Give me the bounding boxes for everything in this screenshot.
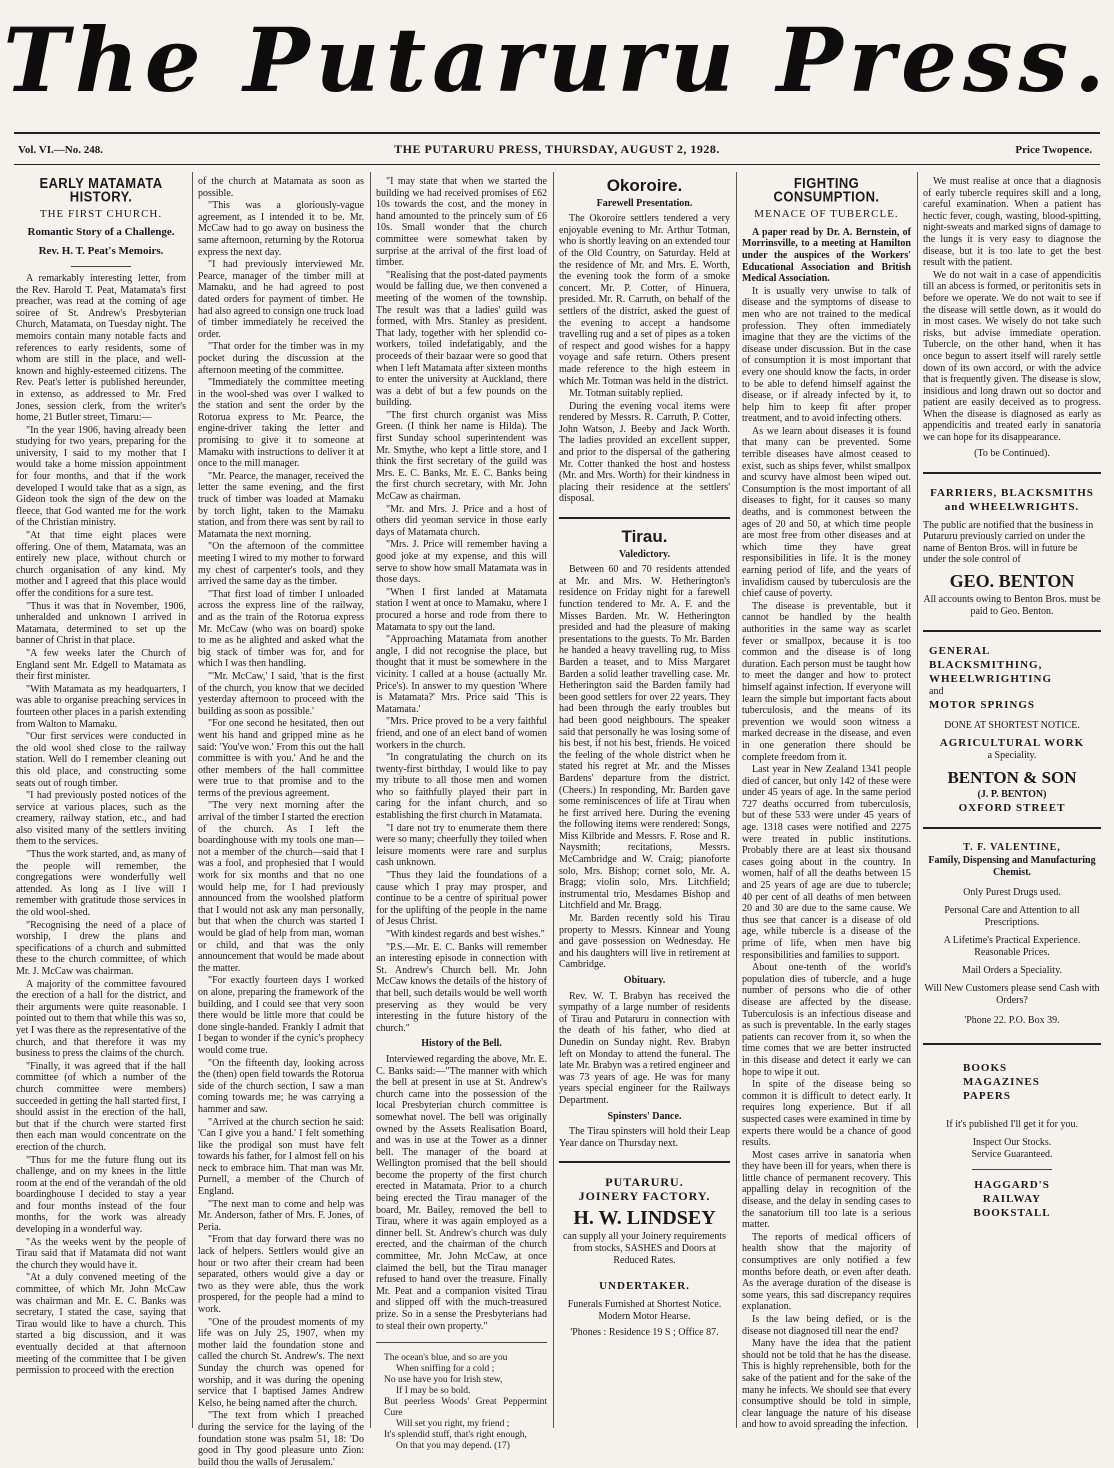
- poem-line: No use have you for Irish stew,: [384, 1375, 503, 1386]
- paragraph: "Our first services were conducted in the old wool shed close to the railway station. Well do I remember cleaning out this old place, and constructing some seats out of rough timber.: [16, 731, 186, 789]
- paragraph: "Mr. and Mrs. J. Price and a host of others did yeoman service in those early days of Matamata church.: [376, 503, 547, 538]
- ad-drugs: Only Purest Drugs used.: [963, 887, 1061, 899]
- ad-service: Service Guaranteed.: [971, 1149, 1053, 1161]
- paragraph: "'Mr. McCaw,' I said, 'that is the first of the church, you know that we decided yesterday afternoon to proceed with the building as soon as possible.': [198, 670, 364, 717]
- paragraph: It is usually very unwise to talk of disease and the symptoms of disease to men who are not trained to the medical profession. They often immediately imagine that they are the victims of the disease under discussion. But in the case of consumption it is most important that every one should know the facts, in order to be able to defend himself against the disease, or if already infected by it, to help him to keep fit after proper treatment, and to avoid infecting others.: [742, 285, 911, 425]
- paragraph: The reports of medical officers of health show that the majority of consumptives are only notified a few months before death, or even after death. As the average duration of the disease is some years, this sad discrepancy requires explanation.: [742, 1231, 911, 1313]
- paragraph: "That order for the timber was in my pocket during the discussion at the afternoon meeting of the committee.: [198, 341, 364, 376]
- price: Price Twopence.: [1015, 144, 1092, 156]
- paragraph: The Tirau spinsters will hold their Leap Year dance on Thursday next.: [559, 1126, 730, 1149]
- paragraph: "Finally, it was agreed that if the hall committee (of which a number of the church committee were members) succeeded in getting the hall started first, I should assist in the erection of the hall, but that if the church were started first then each man would concentrate on the erection of the church.: [16, 1060, 186, 1153]
- paragraph: "From that day forward there was no lack of helpers. Settlers would give an hour or two after their cream had been separated, others would give a day or two as they were able, thus the work prospered, for the people had a mind to work.: [198, 1234, 364, 1315]
- ad-jp-benton: (J. P. BENTON): [977, 789, 1047, 801]
- paragraph: "At that time eight places were offering. One of them, Matamata, was an entirely new place, without church or church organisation of any kind. My mother and I agreed that this place would offer the conditions for a sure test.: [16, 530, 186, 599]
- paragraph: "I may state that when we started the building we had received promises of £62 10s towards the cost, and the money in hand amounted to the princely sum of £6 10s. Small wonder that the church committee were somewhat taken by surprise at the arrival of the first load of timber.: [376, 176, 547, 269]
- section-heading: Valedictory.: [618, 548, 670, 560]
- article-heading: EARLY MATAMATA HISTORY.: [39, 173, 163, 205]
- ad-papers: PAPERS: [963, 1090, 1011, 1103]
- paragraph: During the evening vocal items were rendered by Messrs. R. Carruth, P. Cotter, John Watson, J. Beeby and Jack Worth. The ladies provided an excellent supper, and prior to the dispersal of the gathering Mr. Cotter thanked the host and hostess (Mr. and Mrs. Worth) for their kindness in placing their residence at the settlers' disposal.: [559, 400, 730, 505]
- paragraph: "I dare not try to enumerate them there were so many; cheerfully they toiled when leisure moments were rare and surplus cash unknown.: [376, 822, 547, 869]
- paragraph: We must realise at once that a diagnosis of early tubercle requires skill and a long, careful examination. When a patient has hectic fever, cough, wasting, blood-spitting, night-sweats and marked signs of damage to the lungs it is very easy to diagnose the disease, but it is too late to get the best result with the patient.: [923, 176, 1101, 269]
- ad-oxford-street: OXFORD STREET: [958, 802, 1066, 815]
- column-6: [923, 176, 1101, 1424]
- section-heading: Spinsters' Dance.: [607, 1110, 682, 1122]
- article-heading: Tirau.: [621, 527, 668, 547]
- paragraph: "Arrived at the church section he said: 'Can I give you a hand.' I felt something like the prodigal son must have felt towards his father, for I almost fell on his neck to embrace him. That man was Mr. Purnell, a member of the Church of England.: [198, 1116, 364, 1198]
- ad-personal: Personal Care and Attention to all Prescriptions.: [944, 905, 1080, 929]
- paragraph: Rev. W. T. Brabyn has received the sympathy of a large number of residents of Tirau and Putaruru in connection with the death of his father, who died at Dunedin on Sunday night. Rev. Brabyn left on Monday to attend the funeral. The late Mr. Brabyn was a retired engineer and was 73 years of age. He was for many years special engineer for the Railways Department.: [559, 990, 730, 1106]
- ad-farriers-body: The public are notified that the business in Putaruru previously carried on under the name of Benton Bros. will in future be under the sole control of: [923, 519, 1094, 566]
- paragraph: Many have the idea that the patient should not be told that he has the disease. This is highly reprehensible, both for the sake of the patient and for the sake of the many he infects. We should see that every consumptive should be told in simple, clear language the nature of his disease and how to avoid spreading the infection.: [742, 1338, 911, 1431]
- column-4: [559, 176, 730, 1424]
- masthead-rule: [14, 132, 1100, 134]
- column-divider: [370, 172, 371, 1428]
- paragraph: "A few weeks later the Church of England sent Mr. Edgell to Matamata as their first minister.: [16, 647, 186, 683]
- paragraph: "That first load of timber I unloaded across the express line of the railway, and as the train of the Rotorua express Mr. McCaw (who was on board) spoke to me as he alighted and asked what the big stack of timber was for, and for which I was then handling.: [198, 588, 364, 670]
- paragraph: "The next man to come and help was Mr. Anderson, father of Mrs. F. Jones, of Peria.: [198, 1198, 364, 1233]
- ad-books: BOOKS: [963, 1062, 1008, 1075]
- ad-benton-son: BENTON & SON: [947, 767, 1077, 787]
- column-divider: [553, 172, 554, 1428]
- paragraph: "Approaching Matamata from another angle, I did not recognise the place, but thought that it must be somewhere in the vicinity. I called at a house (actually Mr. Price's). In answer to my question 'Where is Matamata?' Mrs. Price said 'This is Matamata.': [376, 634, 547, 715]
- volume-number: Vol. VI.—No. 248.: [18, 144, 103, 156]
- article-byline: Rev. H. T. Peat's Memoirs.: [38, 245, 164, 258]
- paragraph: "Mrs. J. Price will remember having a good joke at my expense, and this will serve to show how small Matamata was in those days.: [376, 539, 547, 586]
- ad-magazines: MAGAZINES: [963, 1076, 1040, 1089]
- paragraph: "With Matamata as my headquarters, I was able to organise preaching services in fourteen other places in a parish extending from Walton to Mamaku.: [16, 683, 186, 730]
- paragraph: "At a duly convened meeting of the committee, of which Mr. John McCaw was chairman and Mr. E. C. Banks was secretary, I stated the case, saying that Tirau would like to have a church. This started a big discussion, and it was eventually decided at that afternoon meeting of the committee that I be given permission to proceed with the erection: [16, 1272, 186, 1377]
- paragraph: "For exactly fourteen days I worked on alone, preparing the framework of the building, and I could see that very soon there would be little more that could be done single-handed. Frankly I admit that I began to wonder if the cynic's prophecy would come true.: [198, 975, 364, 1056]
- ad-motor-springs: MOTOR SPRINGS: [929, 698, 1036, 711]
- ad-published: If it's published I'll get it for you.: [946, 1119, 1078, 1131]
- column-2: [198, 176, 364, 1468]
- ad-speciality: a Speciality.: [987, 749, 1037, 761]
- column-1: [16, 173, 186, 1424]
- ad-and: and: [929, 685, 944, 697]
- ad-phone: 'Phones : Residence 19 S ; Office 87.: [570, 1326, 719, 1338]
- ad-mail-orders: Mail Orders a Speciality.: [962, 965, 1062, 977]
- article-tagline: Romantic Story of a Challenge.: [27, 225, 175, 238]
- ad-title: JOINERY FACTORY.: [578, 1189, 711, 1204]
- ad-business-name: H. W. LINDSEY: [573, 1207, 716, 1230]
- poem-line: When sniffing for a cold ;: [396, 1364, 495, 1375]
- paragraph: "This was a gloriously-vague agreement, as I intended it to be. Mr. McCaw had to go away on business the same afternoon, returning by the Rotorua express the next day.: [198, 200, 364, 258]
- paragraph: Is the law being defied, or is the disease not diagnosed till near the end?: [742, 1314, 911, 1337]
- paragraph: Last year in New Zealand 1341 people died of cancer, but only 142 of these were under 45 years of age. In the same period 727 deaths occurred from tuberculosis, but of these 533 were under 45 years of age. 1318 cases were notified and 2275 were treated in public institutions. Probably there are at least six thousand cases going about in the country. In women, half of all the deaths between 15 and 25 years of age are due to tubercle; 40 per cent of all deaths of men between 20 and 30 are due to the same cause. We thus see that cancer is a disease of old age, while tubercle is a disease of the prime of life, when men have big responsibilities and families to support.: [742, 764, 911, 961]
- paragraph: "Thus the work started, and, as many of the people will remember, the congregations were wonderfully well attended. As long as I live will I remember with gratitude those services in the old wool-shed.: [16, 849, 186, 919]
- article-intro: A paper read by Dr. A. Bernstein, of Morrinsville, to a meeting at Hamilton under the auspices of the Workers' Educational Association and British Medical Association.: [742, 226, 911, 285]
- ad-farriers-title: FARRIERS, BLACKSMITHS and WHEELWRIGHTS.: [930, 486, 1094, 513]
- paragraph: "In congratulating the church on its twenty-first birthday, I would like to pay my tribute to all those men and women who so faithfully played their part in caring for the infant church, and so establishing the first church in Matamata.: [376, 752, 547, 822]
- ad-agricultural: AGRICULTURAL WORK: [939, 736, 1085, 749]
- paragraph: "Recognising the need of a place of worship, I drew the plans and specifications of a church and submitted these to the church committee, of which Mr. J. McCaw was chairman.: [16, 919, 186, 977]
- column-divider: [917, 172, 918, 1428]
- paragraph: In spite of the disease being so common it is difficult to detect early. It requires long experience. But if all suspected cases were examined in time by experts there would be a chance of good results.: [742, 1079, 911, 1149]
- paragraph: As we learn about diseases it is found that many can be prevented. Some terrible diseases have almost ceased to exist, such as ships fever, whilst smallpox and scurvy have almost been wiped out. Consumption is the most important of all diseases to fight, for it causes so many deaths, and is commonest between the ages of 20 and 50, at which time people are most free from other diseases and at which time they have great responsibilities in life. It is the money earning period of life, and the years of invalidism caused by tuberculosis are the chief cause of poverty.: [742, 425, 911, 600]
- masthead: [0, 0, 1114, 120]
- ad-wheelwrighting: WHEELWRIGHTING: [929, 672, 1053, 685]
- ad-undertaker: UNDERTAKER.: [599, 1279, 690, 1292]
- issue-date: THE PUTARURU PRESS, THURSDAY, AUGUST 2, 1928.: [394, 142, 720, 156]
- paragraph: of the church at Matamata as soon as possible.: [198, 176, 364, 199]
- ad-experience: A Lifetime's Practical Experience. Reasonable Prices.: [943, 935, 1081, 959]
- ad-new-customers: Will New Customers please send Cash with Orders?: [924, 983, 1100, 1007]
- paragraph: The Okoroire settlers tendered a very enjoyable evening to Mr. Arthur Totman, who is shortly leaving on an extended tour of the Old Country, on Saturday. Held at the residence of Mr. and Mrs. E. Worth, the evening took the form of a smoke concert. Mr. P. Cotter, of Hinuera, presided. Mr. R. Carruth, on behalf of the settlers of the district, asked the guest of the evening to accept a handsome travelling rug and a set of pipes as a token of respect and good wishes for a happy voyage and safe return. Others present made reference to the high esteem in which Mr. Totman was held in the district.: [559, 213, 730, 387]
- ad-valentine: T. F. VALENTINE,: [963, 842, 1061, 854]
- ad-railway: RAILWAY: [982, 1193, 1042, 1206]
- article-heading: Okoroire.: [606, 176, 683, 195]
- poem-line: If I may be so bold.: [396, 1386, 471, 1397]
- paragraph: "The very next morning after the arrival of the timber I started the erection of the church. As I left the boardinghouse with my tools one man—not a member of the church—said that I was a fool, and prophesied that I would work for six months and that no one would help me, for I had previously announced from the woolshed platform that I would not ask any man personally, but that when the church was started I would be glad of help from man, woman or child, and that was the only announcement that would be made about the matter.: [198, 800, 364, 974]
- ad-done: DONE AT SHORTEST NOTICE.: [944, 719, 1080, 731]
- paragraph: Mr. Totman suitably replied.: [569, 388, 683, 400]
- paragraph: "Thus for me the future flung out its challenge, and on my knees in the little room at the end of the verandah of the old boardinghouse I decided to stay a year and four months instead of the four months, for the work was already developing in a wonderful way.: [16, 1154, 186, 1236]
- paragraph: "Realising that the post-dated payments would be falling due, we then convened a meeting of the women of the township. The result was that a ladies' guild was formed, with Mrs. Stanley as president. That lady, together with her splendid co-workers, toiled indefatigably, and the proceeds of their bazaar were so good that when I left Matamata after sixteen months to enter the university at Auckland, there was a debt of but a few pounds on the building.: [376, 269, 547, 409]
- article-heading: FIGHTING CONSUMPTION.: [773, 173, 880, 205]
- section-heading: Farewell Presentation.: [596, 197, 693, 209]
- section-heading: History of the Bell.: [421, 1038, 502, 1050]
- poem-line: On that you may depend. (17): [396, 1441, 510, 1452]
- article-subheading: MENACE OF TUBERCLE.: [754, 208, 899, 221]
- paragraph: "The first church organist was Miss Green. (I think her name is Hilda). The first Sunday school superintendent was Mr. Smythe, who kept a little store, and I think the first secretary of the guild was Mrs. E. C. Banks, Mr. E. C. Banks being the first church secretary, with Mr. John McCaw as chairman.: [376, 409, 547, 503]
- paragraph: "With kindest regards and best wishes.": [386, 929, 545, 940]
- paragraph: "P.S.—Mr. E. C. Banks will remember an interesting episode in connection with St. Andrew's Church bell. Mr. John McCaw knows the details of the history of that bell, such details would be well worth preserving as they would be very interesting in the future history of the church.": [376, 941, 547, 1034]
- paragraph: Between 60 and 70 residents attended at Mr. and Mrs. W. Hetherington's residence on Friday night for a farewell function tendered to Mr. A. F. and the Misses Barden. Mr. W. Hetherington presided and had the pleasure of making presentations to the guests. To Mr. Barden he handed a heavy travelling rug, to Miss Barden a teaset, and to Miss Margaret Barden a solid leather travelling case. Mr. Hetherington said the Barden family had been good settlers for over 22 years. They had been through the early troubles but had been good neighbours. The speaker said that personally he was losing some of his best, if not his best, friends. He voiced the feeling of the whole district when he stated his regret at Mr. and the Misses Bardens' departure from the district. (Cheers.) In responding, Mr. Barden gave some reminiscences of life at Tirau when he first arrived here. During the evening the following items were rendered: Songs, Miss Kilbride and Messrs. F. Rose and R. Naysmith; recitations, Messrs. McCambridge and W. Craig; pianoforte solo, Mrs. Bishop; cornet solo, Mr. A. Bragg; violin solo, Mrs. Litchfield; instrumental trio, Mesdames Bishop and Litchfield and Mr. Bragg.: [559, 564, 730, 912]
- column-5: [742, 173, 911, 1431]
- paragraph: "In the year 1906, having already been studying for two years, preparing for the university, I said to my mother that I would take a home mission appointment for four months, and that if the work developed I would take that as a sign, as Gideon took the sign of the dew on the fleece, that God wanted me for the work of the Christian ministry.: [16, 424, 186, 529]
- column-divider: [736, 172, 737, 1428]
- article-subheading: THE FIRST CHURCH.: [39, 208, 163, 221]
- ad-hearse: Modern Motor Hearse.: [598, 1310, 691, 1322]
- paragraph: About one-tenth of the world's population dies of tubercle, and a huge number of persons who die of other disease are affected by the disease. Tuberculosis is an infectious disease and as such is preventable. In the early stages patients can recover from it, so when the time comes that we are better instructed in this disease and detect it early we can hope to wipe it out.: [742, 962, 911, 1078]
- paragraph: The disease is preventable, but it cannot be handled by the health authorities in the same way as scarlet fever or smallpox, because it is too common and the disease is of long duration. Each person must be taught how to meet the danger and how to protect himself against infection. If everyone will learn the simple but important facts about tuberculosis, and the means of its prevention we would soon witness a marked decrease in the disease, and even in one generation there should be complete freedom from it.: [742, 600, 911, 763]
- paragraph: "Mrs. Price proved to be a very faithful friend, and one of an elect band of women workers in the church.: [376, 716, 547, 751]
- paragraph: "I had previously interviewed Mr. Pearce, manager of the timber mill at Mamaku, and he had agreed to post dated orders for payment of timber. He had also agreed to consign one truck load of timber immediately he received the order.: [198, 259, 364, 340]
- ad-funerals: Funerals Furnished at Shortest Notice.: [567, 1298, 722, 1310]
- paragraph: "I had previously posted notices of the service at various places, such as the creamery, railway station, etc., and had also visited many of the settlers inviting them to the services.: [16, 790, 186, 848]
- paragraph: "One of the proudest moments of my life was on July 25, 1907, when my mother laid the foundation stone and called the church St. Andrew's. The next Sunday the church was opened for worship, and it was during the opening service that I baptised James Andrew Kelso, he being named after the church.: [198, 1316, 364, 1409]
- paragraph: "Immediately the committee meeting in the wool-shed was over I walked to the station and sent the order by the Rotorua express to Mr. Pearce, the engine-driver taking the letter and promising to give it to someone at Mamaku with instructions to deliver it at once to the mill manager.: [198, 377, 364, 470]
- paragraph: Most cases arrive in sanatoria when they have been ill for years, when there is little chance of permanent recovery. This appalling delay in recognition of the disease, and the delay in sending cases to the sanatorium till too late is a serious matter.: [742, 1149, 911, 1231]
- column-divider: [192, 172, 193, 1428]
- paragraph: Mr. Barden recently sold his Tirau property to Messrs. Kinnear and Young and gave possession on Wednesday. He and his daughters will live in retirement at Cambridge.: [559, 913, 730, 971]
- section-heading: Obituary.: [623, 975, 666, 986]
- paragraph: We do not wait in a case of appendicitis till an abcess is formed, or peritonitis sets in before we operate. We do not wait to see if the disease will settle down, as it would do in most cases. We wisely do not take such risks, but advise immediate operation. Tubercle, on the other hand, when it has once begun to assert itself will rarely settle down of its own accord, or with the advice that is frequently given. The disease is slow, insidious and long drawn out so doctor and patient are easily deceived as to progress. When the disease is diagnosed as early as appendicitis and treated early in sanatoria we can hope for its disappearance.: [923, 269, 1101, 444]
- paragraph: "On the afternoon of the committee meeting I wired to my mother to forward my chest of carpenter's tools, and they arrived the same day as the timber.: [198, 541, 364, 588]
- poem-line: The ocean's blue, and so are you: [384, 1353, 508, 1364]
- dateline: [14, 138, 1100, 160]
- paragraph: Interviewed regarding the above, Mr. E. C. Banks said:—"The manner with which the bell at present in use at St. Andrew's church came into the possession of the local Presbyterian church committee is somewhat novel. The bell was originally owned by the Assets Realisation Board, and was in use at the Tower as a dinner bell. The manager of the board at Wellington promised that the bell should become the property of the first church erected in Matamata. Prior to a church being erected the Tirau manager of the board, Mr. Bailey, removed the bell to Tirau, where it was again employed as a dinner bell. St. Andrew's church was duly erected, and the chairman of the church committee, Mr. John McCaw, at once claimed the bell, but the Tirau manager refused to hand over the treasure. Finally Mr. Peat and a companion visited Tirau and slipped off with the much-treasured prize. So in a sense the Presbyterians had to steal their own property.": [376, 1053, 547, 1332]
- poem-line: It's splendid stuff, that's right enough,: [384, 1430, 527, 1441]
- ad-benton-note: All accounts owing to Benton Bros. must be paid to Geo. Benton.: [923, 593, 1101, 617]
- advertisement-poem: [376, 1353, 547, 1452]
- ad-chemist: Family, Dispensing and Manufacturing Chemist.: [928, 855, 1096, 879]
- poem-line: Will set you right, my friend ;: [396, 1419, 510, 1430]
- paragraph: "The text from which I preached during the service for the laying of the foundation stone was psalm 51, 18: 'Do good in Thy good pleasure unto Zion: build thou the walls of Jerusalem.': [198, 1410, 364, 1468]
- ad-town: PUTARURU.: [605, 1175, 684, 1190]
- newspaper-title: The Putaruru Press.: [3, 8, 1111, 112]
- ad-body: can supply all your Joinery requirements from stocks, SASHES and Doors at Reduced Rates.: [562, 1230, 726, 1266]
- to-be-continued: (To be Continued).: [974, 447, 1050, 459]
- paragraph: "As the weeks went by the people of Tirau said that if Matamata did not want the church they would have it.: [16, 1236, 186, 1271]
- ad-haggards: HAGGARD'S: [974, 1179, 1050, 1192]
- ad-phone: 'Phone 22. P.O. Box 39.: [964, 1015, 1060, 1027]
- paragraph: A remarkably interesting letter, from the Rev. Harold T. Peat, Matamata's first preacher, was read at the coming of age soiree of St. Andrew's Presbyterian Church, Matamata, on Tuesday night. The memoirs contain many notable facts and references to early residents, some of whom are still in the place, and well-known and highly-esteemed citizens. The Rev. Peat's letter is published hereunder, in extenso, as addressed to Mr. Fred Jones, session clerk, from the writer's home, 21 Butler street, Timaru:—: [16, 272, 186, 424]
- column-3: [376, 176, 547, 1452]
- ad-general: GENERAL: [929, 644, 991, 657]
- poem-line: But peerless Woods' Great Peppermint Cure: [384, 1397, 547, 1419]
- paragraph: "When I first landed at Matamata station I went at once to Mamaku, where I procured a horse and rode from there to Matamata to spy out the land.: [376, 586, 547, 633]
- paragraph: "Thus it was that in November, 1906, unheralded and unknown I arrived in Matamata, determined to set up the banner of Christ in that place.: [16, 600, 186, 647]
- paragraph: "Mr. Pearce, the manager, received the letter the same evening, and the first truck of timber was loaded at Mamaku by torch light, taken to the Mamaku station, and from there was sent by rail to Matamata the next morning.: [198, 470, 364, 540]
- ad-bookstall: BOOKSTALL: [973, 1207, 1051, 1220]
- dateline-rule: [14, 164, 1100, 165]
- paragraph: "For one second he hesitated, then out went his hand and gripped mine as he said: 'You've won.' From this out the hall committee is with you.' And he and the other members of the hall committee were true to that promise and to the terms of the previous agreement.: [198, 718, 364, 799]
- ad-inspect: Inspect Our Stocks.: [972, 1137, 1052, 1149]
- paragraph: A majority of the committee favoured the erection of a hall for the district, and their arguments were quite reasonable. I pointed out to them that while this was so, yet I was there as the representative of the church, and that therefore it was my business to press the claims of the church.: [16, 978, 186, 1060]
- ad-geo-benton: GEO. BENTON: [949, 571, 1075, 592]
- ad-blacksmithing: BLACKSMITHING,: [929, 658, 1043, 671]
- paragraph: "On the fifteenth day, looking across the (then) open field towards the Rotorua side of the church section, I saw a man coming towards me; he was carrying a hammer and saw.: [198, 1057, 364, 1115]
- paragraph: "Thus they laid the foundations of a cause which I pray may prosper, and continue to be a centre of spiritual power for the uplifting of the people in the name of Jesus Christ.: [376, 870, 547, 928]
